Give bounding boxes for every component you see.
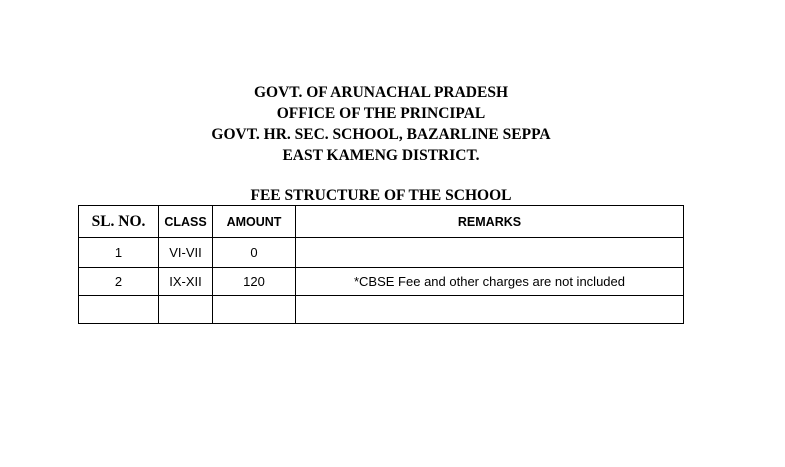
cell-amount [213,296,296,324]
cell-class [159,296,213,324]
column-header-amount: AMOUNT [213,206,296,238]
cell-remarks [296,296,684,324]
header-line-school: GOVT. HR. SEC. SCHOOL, BAZARLINE SEPPA [211,126,551,143]
table-row [79,296,684,324]
cell-class: VI-VII [159,238,213,268]
column-header-class: CLASS [159,206,213,238]
table-header-row [79,206,684,238]
cell-sl-no: 2 [79,268,159,296]
cell-remarks: *CBSE Fee and other charges are not included [296,268,684,296]
table-row [79,268,684,296]
table-row [79,238,684,268]
cell-remarks [296,238,684,268]
document-header [0,82,762,166]
header-line-government: GOVT. OF ARUNACHAL PRADESH [253,84,509,101]
fee-table-title: FEE STRUCTURE OF THE SCHOOL [250,187,512,204]
cell-sl-no: 1 [79,238,159,268]
header-line-office: OFFICE OF THE PRINCIPAL [276,105,486,122]
cell-amount: 120 [213,268,296,296]
fee-structure-table [78,205,684,324]
column-header-remarks: REMARKS [296,206,684,238]
header-line-district: EAST KAMENG DISTRICT. [282,147,480,164]
column-header-sl-no: SL. NO. [79,206,159,238]
cell-sl-no [79,296,159,324]
cell-class: IX-XII [159,268,213,296]
cell-amount: 0 [213,238,296,268]
